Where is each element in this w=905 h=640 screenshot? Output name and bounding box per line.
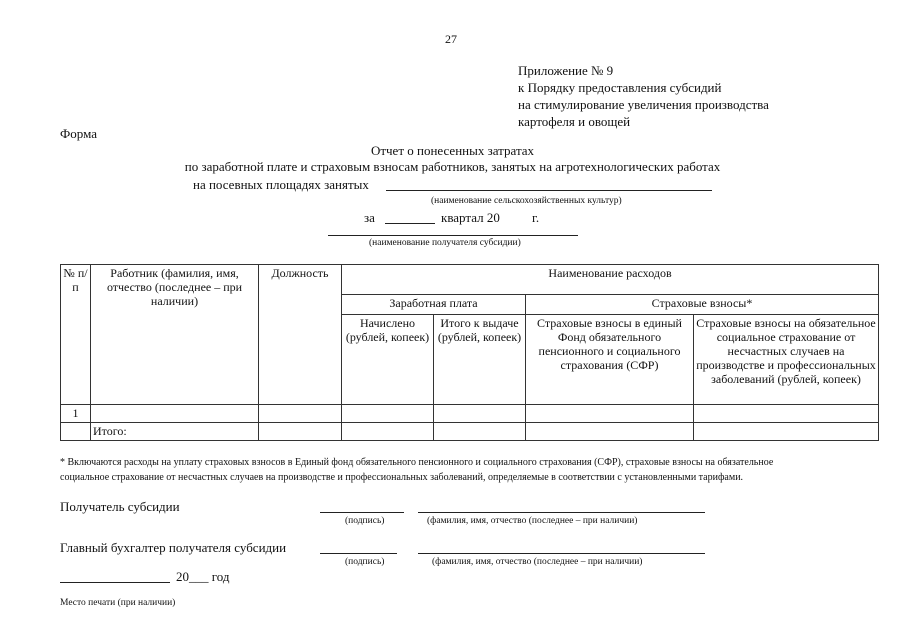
period-prefix: за bbox=[364, 210, 375, 225]
date-fill-line bbox=[60, 582, 170, 583]
header-sfr: Страховые взносы в единый Фонд обязательного пенсионного и социального страхования (СФР) bbox=[526, 315, 694, 405]
date-year: 20___ год bbox=[176, 569, 230, 584]
annex-line-2: к Порядку предоставления субсидий bbox=[518, 80, 722, 95]
table-cell bbox=[61, 423, 91, 441]
header-salary: Заработная плата bbox=[342, 295, 526, 315]
accountant-signature-line bbox=[320, 553, 397, 554]
recipient-name-hint: (фамилия, имя, отчество (последнее – при наличии) bbox=[427, 516, 638, 526]
annex-line-4: картофеля и овощей bbox=[518, 114, 631, 129]
table-cell bbox=[526, 405, 694, 423]
footnote bbox=[60, 455, 773, 485]
table-cell bbox=[694, 423, 879, 441]
form-label: Форма bbox=[60, 126, 97, 141]
accountant-signature-hint: (подпись) bbox=[345, 557, 385, 567]
header-insurance: Страховые взносы* bbox=[526, 295, 879, 315]
annex-block bbox=[518, 62, 769, 130]
table-cell bbox=[259, 405, 342, 423]
table-cell bbox=[434, 405, 526, 423]
total-label: Итого: bbox=[91, 423, 259, 441]
footnote-line-1: * Включаются расходы на уплату страховых взносов в Единый фонд обязательного пенсионного и социального страхования (СФР), страховые взносы на обязательное bbox=[60, 457, 774, 468]
header-num: № п/п bbox=[61, 265, 91, 405]
stamp-note: Место печати (при наличии) bbox=[60, 598, 176, 608]
total-row bbox=[61, 423, 879, 441]
annex-line-3: на стимулирование увеличения производства bbox=[518, 97, 769, 112]
report-title-line-2: по заработной плате и страховым взносам работников, занятых на агротехнологических работах bbox=[184, 159, 721, 174]
table-cell bbox=[342, 405, 434, 423]
header-accident: Страховые взносы на обязательное социальное страхование от несчастных случаев на производстве и профессиональных заболеваний (рублей, копеек) bbox=[694, 315, 879, 405]
recipient-signature-line bbox=[320, 512, 404, 513]
header-expenses: Наименование расходов bbox=[342, 265, 879, 295]
table-cell bbox=[259, 423, 342, 441]
table-row bbox=[61, 405, 879, 423]
report-title-line-3: на посевных площадях занятых bbox=[193, 177, 369, 192]
recipient-signature-label: Получатель субсидии bbox=[60, 499, 180, 514]
header-payout: Итого к выдаче (рублей, копеек) bbox=[434, 315, 526, 405]
table-cell bbox=[526, 423, 694, 441]
accountant-name-line bbox=[418, 553, 705, 554]
header-worker: Работник (фамилия, имя, отчество (последнее – при наличии) bbox=[91, 265, 259, 405]
period-suffix: г. bbox=[532, 210, 540, 225]
annex-line-1: Приложение № 9 bbox=[518, 63, 614, 78]
report-title-line-1: Отчет о понесенных затратах bbox=[370, 143, 535, 158]
accountant-signature-label: Главный бухгалтер получателя субсидии bbox=[60, 540, 287, 555]
header-accrued: Начислено (рублей, копеек) bbox=[342, 315, 434, 405]
table-cell bbox=[694, 405, 879, 423]
period-middle: квартал 20 bbox=[441, 210, 500, 225]
crops-hint: (наименование сельскохозяйственных культур) bbox=[431, 196, 622, 206]
expenses-table bbox=[60, 264, 879, 441]
table-cell bbox=[91, 405, 259, 423]
table-cell bbox=[434, 423, 526, 441]
header-position: Должность bbox=[259, 265, 342, 405]
row-num: 1 bbox=[61, 405, 91, 423]
recipient-fill-line bbox=[328, 235, 578, 236]
footnote-line-2: социальное страхование от несчастных случаев на производстве и профессиональных заболеваний, определяемые в соответствии с установленными тарифами. bbox=[60, 472, 744, 483]
crops-fill-line bbox=[386, 190, 712, 191]
quarter-fill-line bbox=[385, 223, 435, 224]
table-cell bbox=[342, 423, 434, 441]
recipient-name-line bbox=[418, 512, 705, 513]
page-number: 27 bbox=[445, 32, 457, 46]
recipient-signature-hint: (подпись) bbox=[345, 516, 385, 526]
recipient-hint: (наименование получателя субсидии) bbox=[369, 238, 521, 248]
accountant-name-hint: (фамилия, имя, отчество (последнее – при наличии) bbox=[432, 557, 643, 567]
